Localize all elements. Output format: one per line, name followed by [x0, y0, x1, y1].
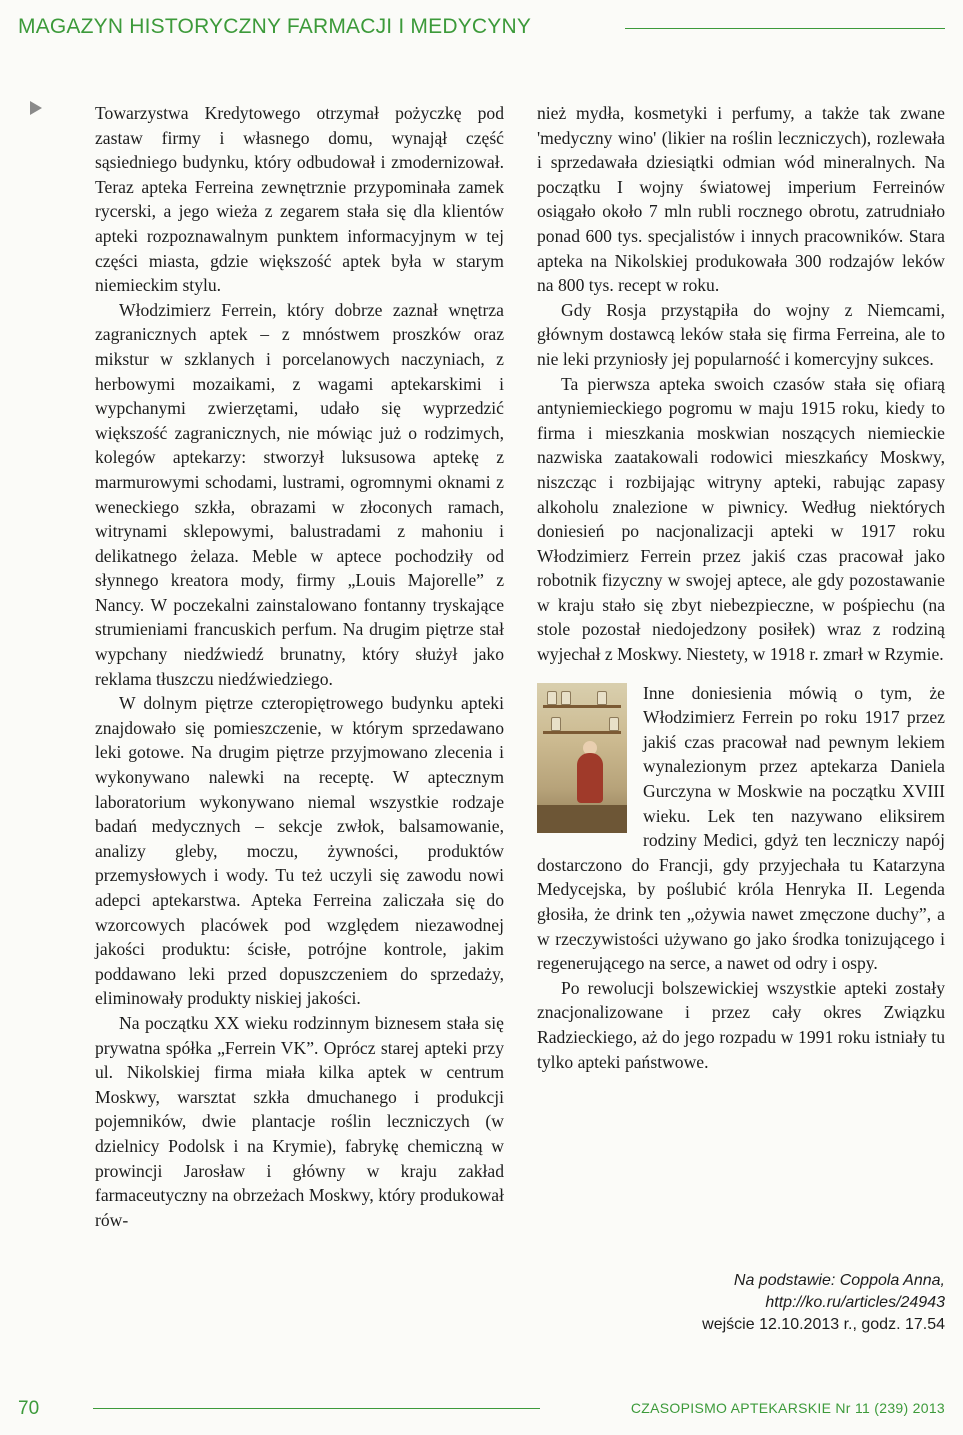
article-paragraph: Gdy Rosja przystąpiła do wojny z Niemcami, głównym dostawcą leków stała się firma Ferreina, ale to nie leki przyniosły jej popularność i komercyjny sukces. — [537, 299, 945, 369]
article-paragraph: Włodzimierz Ferrein, który dobrze zaznał wnętrza zagranicznych aptek – z mnóstwem proszków oraz mikstur w szklanych i porcelanowych naczyniach, z herbowymi mozaikami, z wagami aptekarskimi i wypchanymi zwierzętami, udało się wyprzedzić większość zagranicznych, nie mówiąc już o rodzimych, kolegów aptekarzy: stworzył luksusowa aptekę z marmurowymi schodami, lustrami, ogromnymi oknami z weneckiego szkła, obrazami w złoconych ramach, witrynami sklepowymi, balustradami z mahoniu i delikatnego żelaza. Meble w aptece pochodziły od słynnego kreatora mody, firmy „Louis Majorelle” z Nancy. W poczekalni zainstalowano fontanny tryskające strumieniami francuskich perfum. Na drugim piętrze stał wypchany niedźwiedź brunatny, który służył jako reklama tłuszczu niedźwiedziego. — [95, 299, 504, 689]
magazine-footer: CZASOPISMO APTEKARSKIE Nr 11 (239) 2013 — [630, 1400, 945, 1416]
header-rule — [625, 28, 945, 29]
article-paragraph: Po rewolucji bolszewickiej wszystkie apteki zostały znacjonalizowane i przez cały okres Związku Radzieckiego, aż do jego rozpadu w 1991 roku istniały tu tylko apteki państwowe. — [537, 977, 945, 1072]
footer-rule — [93, 1408, 540, 1409]
article-paragraph: Ta pierwsza apteka swoich czasów stała się ofiarą antyniemieckiego pogromu w maju 1915 roku, kiedy to firma i mieszkania moskwian noszących niemieckie nazwiska zaatakowali rodowici mieszkańcy Moskwy, niszcząc i rozbijając witryny apteki, rabując zapasy alkoholu znalezione w piwnicy. Według niektórych doniesień po nacjonalizacji apteki w 1917 roku Włodzimierz Ferrein przez jakiś czas pracował jako robotnik fizyczny w swojej aptece, ale gdy pozostawanie w kraju stało się zbyt niebezpieczne, w pośpiechu (na stole pozostał niedojedzony posiłek) wraz z rodziną wyjechał z Moskwy. Niestety, w 1918 r. zmarł w Rzymie. — [537, 373, 945, 665]
article-column-right — [537, 101, 945, 1074]
article-column-left — [95, 101, 504, 1232]
triangle-arrow-icon — [30, 101, 42, 115]
credit-source: Na podstawie: Coppola Anna, — [733, 1272, 945, 1289]
article-paragraph: Towarzystwa Kredytowego otrzymał pożyczkę pod zastaw firmy i własnego domu, wynajął część sąsiedniego budynku, który odbudował i zmodernizował. Teraz apteka Ferreina zewnętrznie przypominała zamek rycerski, a jego wieża z zegarem stała się dla klientów apteki rozpoznawalnym punktem informacyjnym w tej części miasta, gdzie większość aptek była w starym niemieckim stylu. — [95, 103, 504, 296]
source-credit — [625, 1270, 945, 1336]
article-paragraph: nież mydła, kosmetyki i perfumy, a także tak zwane 'medyczny wino' (likier na roślin leczniczych), rozlewała i sprzedawała dziesiątki odmian wód mineralnych. Na początku I wojny światowej imperium Ferreinów osiągało około 7 mln rubli rocznego obrotu, zatrudniało ponad 600 tys. specjalistów i innych pracowników. Stara apteka na Nikolskiej produkowała 300 rodzajów leków na 800 tys. recept w roku. — [537, 103, 945, 296]
page-number: 70 — [18, 1398, 40, 1419]
credit-url: http://ko.ru/articles/24943 — [765, 1294, 945, 1311]
article-paragraph: Na początku XX wieku rodzinnym biznesem stała się prywatna spółka „Ferrein VK”. Oprócz starej apteki przy ul. Nikolskiej firma miała kilka aptek w centrum Moskwy, warsztat szkła dmuchanego i produkcji pojemników, dwie plantacje roślin leczniczych (w dzielnicy Podolsk i na Krymie), fabrykę chemiczną w prowincji Jarosław i główny w kraju zakład farmaceutyczny na obrzeżach Moskwy, który produkował rów- — [95, 1012, 504, 1230]
magazine-section-title: MAGAZYN HISTORYCZNY FARMACJI I MEDYCYNY — [18, 15, 532, 38]
article-paragraph: Inne doniesienia mówią o tym, że Włodzimierz Ferrein po roku 1917 przez jakiś czas pracował nad pewnym lekiem wynalezionym przez aptekarza Daniela Gurczyna w Moskwie na początku XVIII wieku. Lek ten nazywano eliksirem rodziny Medici, gdyż ten leczniczy napój dostarczono do Francji, gdy przyjechała tu Katarzyna Medycejska, by poślubić króla Henryka II. Legenda głosiła, że drink ten „ożywia nawet zmęczone duchy”, a w rzeczywistości używano go jako środka tonizującego i regenerującego na serce, a nawet od odry i ospy. — [537, 682, 945, 974]
credit-access-date: wejście 12.10.2013 r., godz. 17.54 — [702, 1316, 945, 1333]
pharmacy-illustration — [537, 683, 627, 833]
article-paragraph: W dolnym piętrze czteropiętrowego budynku apteki znajdowało się pomieszczenie, w którym sprzedawano leki gotowe. Na drugim piętrze przyjmowano zlecenia i wykonywano nalewki na receptę. W aptecznym laboratorium wykonywano niemal wszystkie rodzaje badań medycznych – sekcje zwłok, balsamowanie, analizy gleby, moczu, żywności, produktów przemysłowych i wody. Tu też uczyli się zawodu nowi adepci aptekarstwa. Apteka Ferreina zaliczała się do wzorcowych placówek pod względem niezawodnej jakości produktu: ścisłe, potrójne kontrole, jakim poddawano leki przed dopuszczeniem do sprzedaży, eliminowały produkty niskiej jakości. — [95, 693, 504, 1009]
